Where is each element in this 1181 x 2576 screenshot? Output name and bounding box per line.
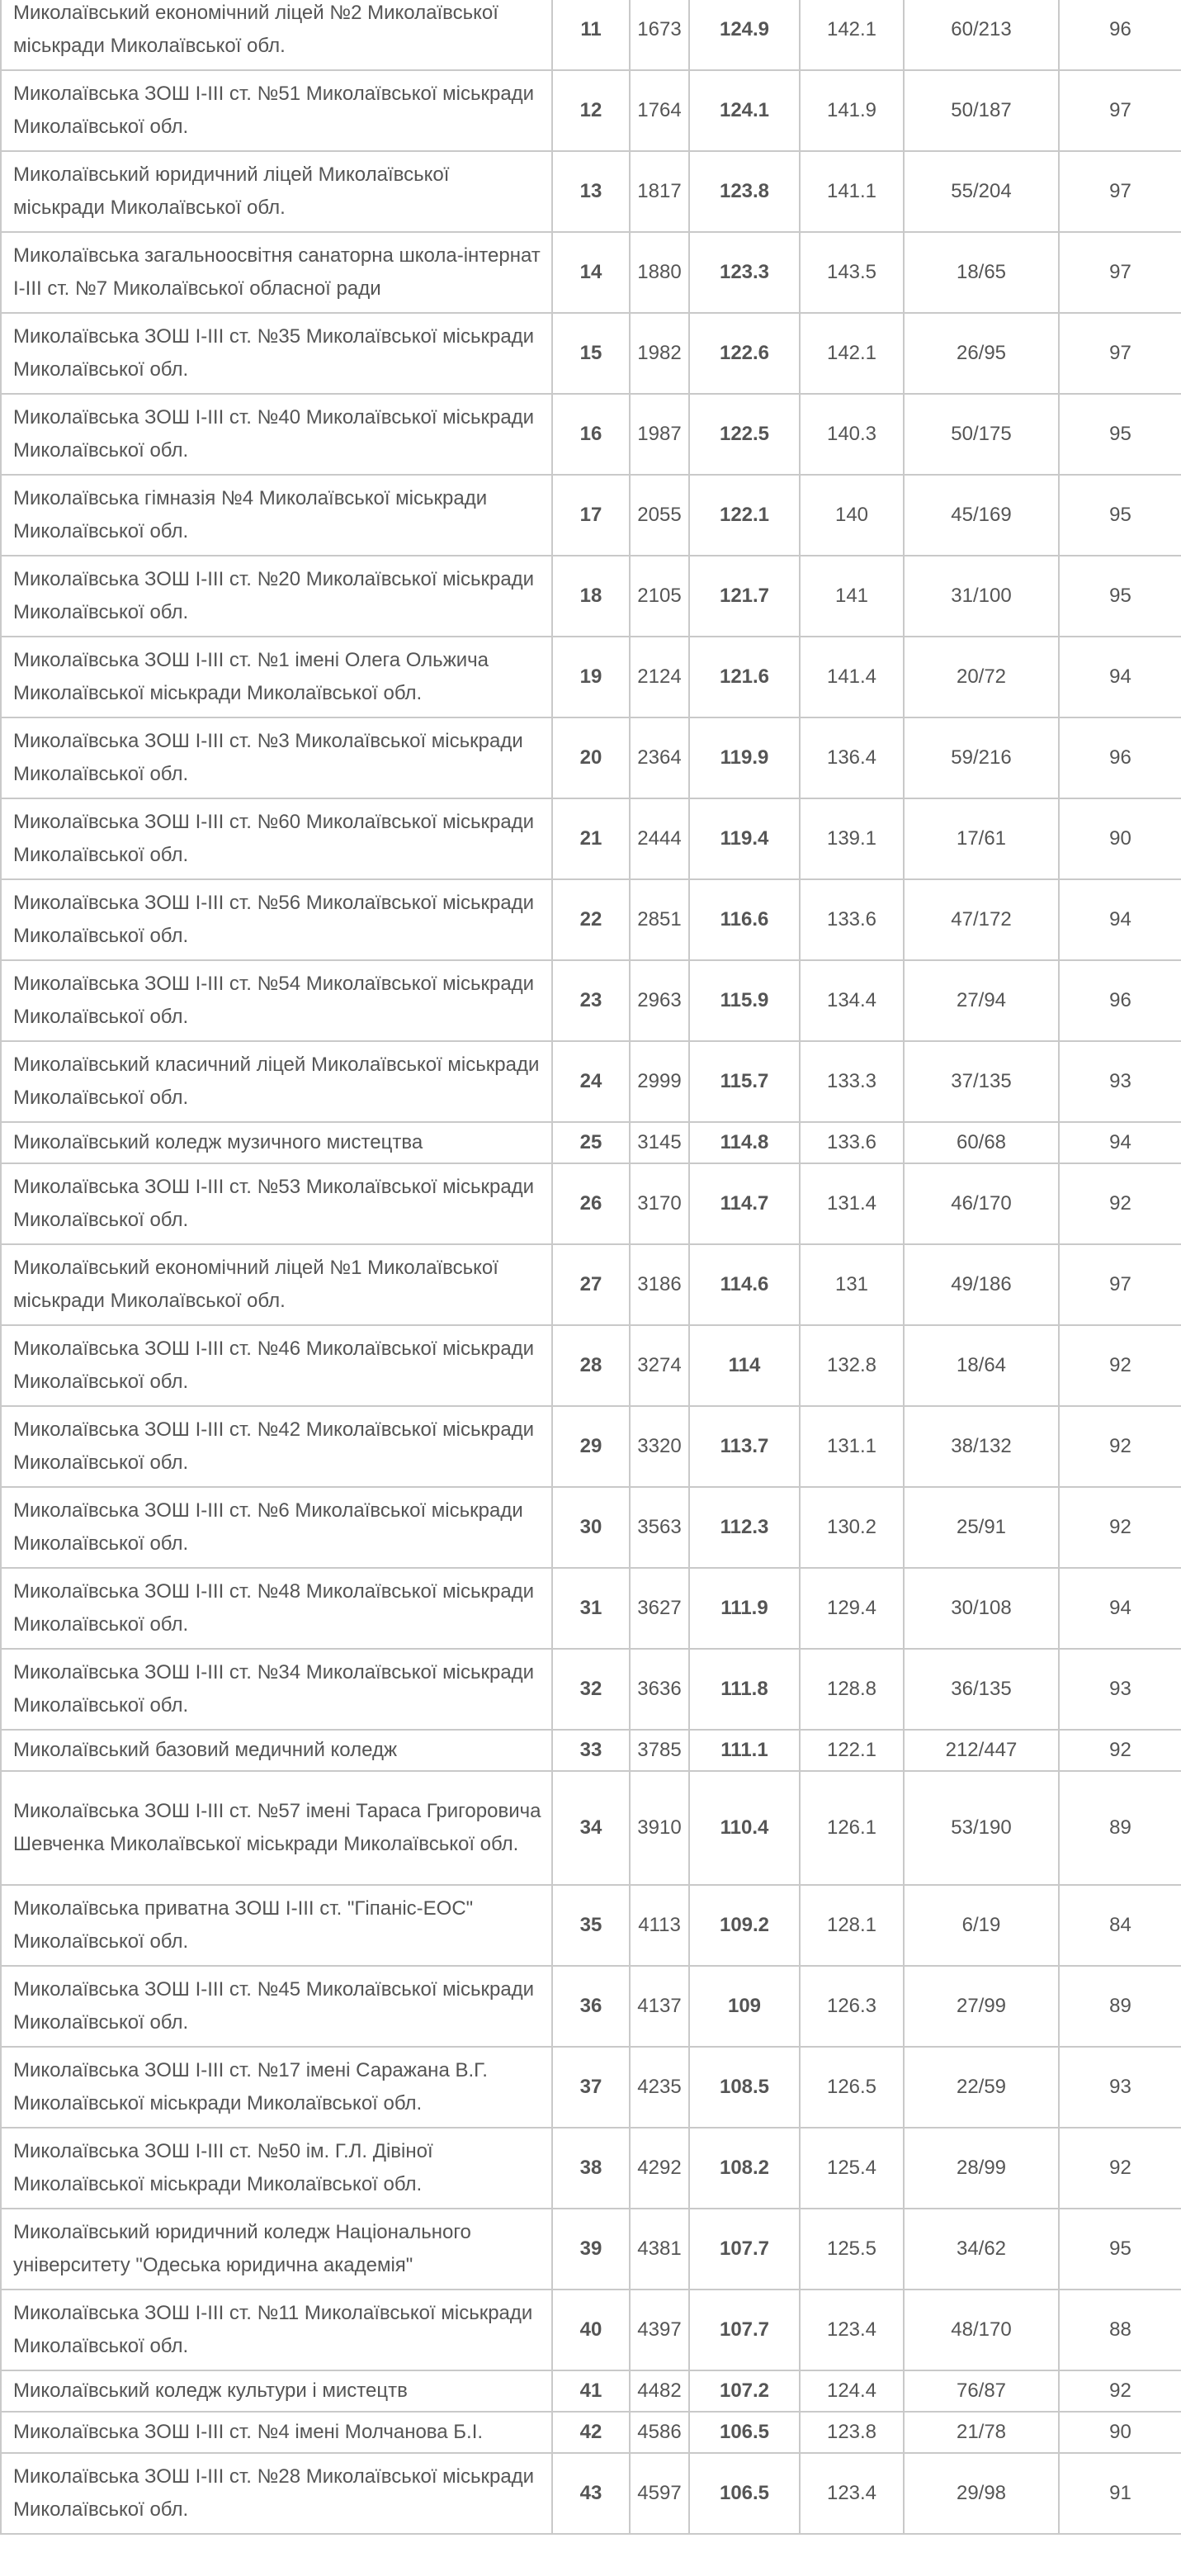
percent-cell: 84 (1059, 1885, 1181, 1966)
average-cell: 123.4 (800, 2453, 904, 2534)
table-row (1, 394, 1181, 475)
table-row (1, 1885, 1181, 1966)
table-row (1, 1649, 1181, 1730)
rank-cell: 16 (552, 394, 630, 475)
percent-cell: 94 (1059, 879, 1181, 960)
code-cell: 3563 (630, 1487, 689, 1568)
code-cell: 1982 (630, 313, 689, 394)
average-cell: 133.6 (800, 1122, 904, 1163)
code-cell: 2105 (630, 556, 689, 637)
code-cell: 4482 (630, 2370, 689, 2412)
table-row (1, 1244, 1181, 1325)
table-row (1, 70, 1181, 151)
code-cell: 3274 (630, 1325, 689, 1406)
average-cell: 141.1 (800, 151, 904, 232)
table-row (1, 1771, 1181, 1885)
school-name-cell: Миколаївський юридичний ліцей Миколаївської міськради Миколаївської обл. (1, 151, 552, 232)
code-cell: 3320 (630, 1406, 689, 1487)
table-row (1, 960, 1181, 1041)
score-cell: 106.5 (689, 2412, 800, 2453)
ratio-cell: 34/62 (904, 2209, 1059, 2290)
percent-cell: 92 (1059, 1730, 1181, 1771)
percent-cell: 94 (1059, 1122, 1181, 1163)
rank-cell: 28 (552, 1325, 630, 1406)
ratio-cell: 20/72 (904, 637, 1059, 717)
code-cell: 3170 (630, 1163, 689, 1244)
average-cell: 131.4 (800, 1163, 904, 1244)
score-cell: 110.4 (689, 1771, 800, 1885)
score-cell: 113.7 (689, 1406, 800, 1487)
rank-cell: 33 (552, 1730, 630, 1771)
percent-cell: 97 (1059, 232, 1181, 313)
ratio-cell: 55/204 (904, 151, 1059, 232)
ratio-cell: 22/59 (904, 2047, 1059, 2128)
percent-cell: 90 (1059, 2412, 1181, 2453)
ratio-cell: 46/170 (904, 1163, 1059, 1244)
ratio-cell: 50/187 (904, 70, 1059, 151)
table-row (1, 475, 1181, 556)
score-cell: 119.4 (689, 798, 800, 879)
percent-cell: 92 (1059, 1325, 1181, 1406)
table-row (1, 2453, 1181, 2534)
score-cell: 116.6 (689, 879, 800, 960)
code-cell: 2055 (630, 475, 689, 556)
percent-cell: 95 (1059, 2209, 1181, 2290)
average-cell: 126.5 (800, 2047, 904, 2128)
rank-cell: 11 (552, 0, 630, 70)
ratio-cell: 27/99 (904, 1966, 1059, 2047)
school-name-cell: Миколаївська ЗОШ І-ІІІ ст. №57 імені Тараса Григоровича Шевченка Миколаївської міськради Миколаївської обл. (1, 1771, 552, 1885)
percent-cell: 92 (1059, 1406, 1181, 1487)
school-name-cell: Миколаївська ЗОШ І-ІІІ ст. №48 Миколаївської міськради Миколаївської обл. (1, 1568, 552, 1649)
school-name-cell: Миколаївська ЗОШ І-ІІІ ст. №35 Миколаївської міськради Миколаївської обл. (1, 313, 552, 394)
average-cell: 123.8 (800, 2412, 904, 2453)
average-cell: 124.4 (800, 2370, 904, 2412)
average-cell: 125.4 (800, 2128, 904, 2209)
code-cell: 3636 (630, 1649, 689, 1730)
score-cell: 115.7 (689, 1041, 800, 1122)
percent-cell: 97 (1059, 151, 1181, 232)
average-cell: 132.8 (800, 1325, 904, 1406)
code-cell: 4235 (630, 2047, 689, 2128)
score-cell: 109.2 (689, 1885, 800, 1966)
table-row (1, 1325, 1181, 1406)
rank-cell: 32 (552, 1649, 630, 1730)
percent-cell: 93 (1059, 1649, 1181, 1730)
rank-cell: 19 (552, 637, 630, 717)
school-name-cell: Миколаївський коледж музичного мистецтва (1, 1122, 552, 1163)
ratio-cell: 6/19 (904, 1885, 1059, 1966)
school-name-cell: Миколаївська ЗОШ І-ІІІ ст. №17 імені Саражана В.Г. Миколаївської міськради Миколаївської обл. (1, 2047, 552, 2128)
code-cell: 1764 (630, 70, 689, 151)
percent-cell: 93 (1059, 1041, 1181, 1122)
code-cell: 1673 (630, 0, 689, 70)
school-name-cell: Миколаївська ЗОШ І-ІІІ ст. №40 Миколаївської міськради Миколаївської обл. (1, 394, 552, 475)
score-cell: 124.1 (689, 70, 800, 151)
code-cell: 4292 (630, 2128, 689, 2209)
rank-cell: 15 (552, 313, 630, 394)
ranking-table-body (1, 0, 1181, 2534)
school-name-cell: Миколаївська ЗОШ І-ІІІ ст. №45 Миколаївської міськради Миколаївської обл. (1, 1966, 552, 2047)
table-row (1, 1730, 1181, 1771)
score-cell: 107.2 (689, 2370, 800, 2412)
ratio-cell: 18/64 (904, 1325, 1059, 1406)
code-cell: 4397 (630, 2290, 689, 2370)
average-cell: 142.1 (800, 313, 904, 394)
percent-cell: 90 (1059, 798, 1181, 879)
percent-cell: 92 (1059, 2128, 1181, 2209)
school-name-cell: Миколаївська ЗОШ І-ІІІ ст. №46 Миколаївської міськради Миколаївської обл. (1, 1325, 552, 1406)
table-row (1, 2047, 1181, 2128)
table-row (1, 1122, 1181, 1163)
rank-cell: 31 (552, 1568, 630, 1649)
score-cell: 124.9 (689, 0, 800, 70)
average-cell: 128.8 (800, 1649, 904, 1730)
rank-cell: 14 (552, 232, 630, 313)
ratio-cell: 60/213 (904, 0, 1059, 70)
average-cell: 131 (800, 1244, 904, 1325)
code-cell: 1987 (630, 394, 689, 475)
code-cell: 3186 (630, 1244, 689, 1325)
school-name-cell: Миколаївська приватна ЗОШ І-ІІІ ст. "Гіпаніс-ЕОС" Миколаївської обл. (1, 1885, 552, 1966)
score-cell: 111.9 (689, 1568, 800, 1649)
table-row (1, 2370, 1181, 2412)
school-name-cell: Миколаївська ЗОШ І-ІІІ ст. №54 Миколаївської міськради Миколаївської обл. (1, 960, 552, 1041)
score-cell: 112.3 (689, 1487, 800, 1568)
school-name-cell: Миколаївський економічний ліцей №1 Миколаївської міськради Миколаївської обл. (1, 1244, 552, 1325)
table-row (1, 717, 1181, 798)
table-row (1, 2128, 1181, 2209)
percent-cell: 95 (1059, 475, 1181, 556)
code-cell: 3145 (630, 1122, 689, 1163)
table-row (1, 798, 1181, 879)
rank-cell: 13 (552, 151, 630, 232)
table-row (1, 879, 1181, 960)
rank-cell: 21 (552, 798, 630, 879)
score-cell: 115.9 (689, 960, 800, 1041)
school-name-cell: Миколаївський економічний ліцей №2 Миколаївської міськради Миколаївської обл. (1, 0, 552, 70)
percent-cell: 94 (1059, 637, 1181, 717)
table-row (1, 637, 1181, 717)
ratio-cell: 212/447 (904, 1730, 1059, 1771)
score-cell: 119.9 (689, 717, 800, 798)
percent-cell: 97 (1059, 70, 1181, 151)
school-name-cell: Миколаївська ЗОШ І-ІІІ ст. №1 імені Олега Ольжича Миколаївської міськради Миколаївської обл. (1, 637, 552, 717)
average-cell: 134.4 (800, 960, 904, 1041)
score-cell: 107.7 (689, 2209, 800, 2290)
code-cell: 2364 (630, 717, 689, 798)
percent-cell: 94 (1059, 1568, 1181, 1649)
average-cell: 133.6 (800, 879, 904, 960)
percent-cell: 92 (1059, 2370, 1181, 2412)
code-cell: 4137 (630, 1966, 689, 2047)
school-name-cell: Миколаївська ЗОШ І-ІІІ ст. №50 ім. Г.Л. Дівіної Миколаївської міськради Миколаївської обл. (1, 2128, 552, 2209)
percent-cell: 95 (1059, 556, 1181, 637)
school-name-cell: Миколаївський класичний ліцей Миколаївської міськради Миколаївської обл. (1, 1041, 552, 1122)
school-name-cell: Миколаївська ЗОШ І-ІІІ ст. №3 Миколаївської міськради Миколаївської обл. (1, 717, 552, 798)
code-cell: 2963 (630, 960, 689, 1041)
school-name-cell: Миколаївська ЗОШ І-ІІІ ст. №11 Миколаївської міськради Миколаївської обл. (1, 2290, 552, 2370)
code-cell: 4113 (630, 1885, 689, 1966)
ratio-cell: 36/135 (904, 1649, 1059, 1730)
ratio-cell: 25/91 (904, 1487, 1059, 1568)
rank-cell: 37 (552, 2047, 630, 2128)
rank-cell: 36 (552, 1966, 630, 2047)
table-row (1, 0, 1181, 70)
average-cell: 125.5 (800, 2209, 904, 2290)
ratio-cell: 28/99 (904, 2128, 1059, 2209)
score-cell: 111.8 (689, 1649, 800, 1730)
score-cell: 123.8 (689, 151, 800, 232)
code-cell: 1880 (630, 232, 689, 313)
score-cell: 108.5 (689, 2047, 800, 2128)
school-name-cell: Миколаївський юридичний коледж Національного університету "Одеська юридична академія" (1, 2209, 552, 2290)
percent-cell: 92 (1059, 1487, 1181, 1568)
average-cell: 123.4 (800, 2290, 904, 2370)
rank-cell: 23 (552, 960, 630, 1041)
rank-cell: 25 (552, 1122, 630, 1163)
score-cell: 106.5 (689, 2453, 800, 2534)
percent-cell: 88 (1059, 2290, 1181, 2370)
code-cell: 2851 (630, 879, 689, 960)
ratio-cell: 76/87 (904, 2370, 1059, 2412)
ratio-cell: 21/78 (904, 2412, 1059, 2453)
score-cell: 114 (689, 1325, 800, 1406)
ratio-cell: 59/216 (904, 717, 1059, 798)
average-cell: 140.3 (800, 394, 904, 475)
table-row (1, 313, 1181, 394)
rank-cell: 35 (552, 1885, 630, 1966)
score-cell: 114.7 (689, 1163, 800, 1244)
code-cell: 2444 (630, 798, 689, 879)
average-cell: 136.4 (800, 717, 904, 798)
table-row (1, 232, 1181, 313)
average-cell: 140 (800, 475, 904, 556)
rank-cell: 38 (552, 2128, 630, 2209)
code-cell: 4586 (630, 2412, 689, 2453)
percent-cell: 92 (1059, 1163, 1181, 1244)
table-row (1, 1966, 1181, 2047)
score-cell: 107.7 (689, 2290, 800, 2370)
score-cell: 114.8 (689, 1122, 800, 1163)
average-cell: 142.1 (800, 0, 904, 70)
ratio-cell: 53/190 (904, 1771, 1059, 1885)
school-name-cell: Миколаївська ЗОШ І-ІІІ ст. №28 Миколаївської міськради Миколаївської обл. (1, 2453, 552, 2534)
average-cell: 143.5 (800, 232, 904, 313)
code-cell: 4381 (630, 2209, 689, 2290)
rank-cell: 29 (552, 1406, 630, 1487)
ratio-cell: 30/108 (904, 1568, 1059, 1649)
school-name-cell: Миколаївська загальноосвітня санаторна школа-інтернат І-ІІІ ст. №7 Миколаївської обласної ради (1, 232, 552, 313)
rank-cell: 17 (552, 475, 630, 556)
table-row (1, 1041, 1181, 1122)
ratio-cell: 26/95 (904, 313, 1059, 394)
average-cell: 139.1 (800, 798, 904, 879)
ratio-cell: 45/169 (904, 475, 1059, 556)
ratio-cell: 47/172 (904, 879, 1059, 960)
average-cell: 126.3 (800, 1966, 904, 2047)
score-cell: 109 (689, 1966, 800, 2047)
school-name-cell: Миколаївська ЗОШ І-ІІІ ст. №56 Миколаївської міськради Миколаївської обл. (1, 879, 552, 960)
ratio-cell: 38/132 (904, 1406, 1059, 1487)
rank-cell: 27 (552, 1244, 630, 1325)
percent-cell: 96 (1059, 960, 1181, 1041)
rank-cell: 34 (552, 1771, 630, 1885)
code-cell: 1817 (630, 151, 689, 232)
rank-cell: 42 (552, 2412, 630, 2453)
code-cell: 3910 (630, 1771, 689, 1885)
score-cell: 121.7 (689, 556, 800, 637)
school-name-cell: Миколаївська ЗОШ І-ІІІ ст. №53 Миколаївської міськради Миколаївської обл. (1, 1163, 552, 1244)
code-cell: 3627 (630, 1568, 689, 1649)
rank-cell: 24 (552, 1041, 630, 1122)
ratio-cell: 27/94 (904, 960, 1059, 1041)
average-cell: 141.9 (800, 70, 904, 151)
score-cell: 122.6 (689, 313, 800, 394)
ratio-cell: 29/98 (904, 2453, 1059, 2534)
rank-cell: 26 (552, 1163, 630, 1244)
average-cell: 128.1 (800, 1885, 904, 1966)
school-name-cell: Миколаївська ЗОШ І-ІІІ ст. №34 Миколаївської міськради Миколаївської обл. (1, 1649, 552, 1730)
code-cell: 4597 (630, 2453, 689, 2534)
table-row (1, 151, 1181, 232)
table-row (1, 2412, 1181, 2453)
average-cell: 129.4 (800, 1568, 904, 1649)
ratio-cell: 18/65 (904, 232, 1059, 313)
table-row (1, 556, 1181, 637)
average-cell: 133.3 (800, 1041, 904, 1122)
code-cell: 2124 (630, 637, 689, 717)
score-cell: 108.2 (689, 2128, 800, 2209)
average-cell: 122.1 (800, 1730, 904, 1771)
school-name-cell: Миколаївська ЗОШ І-ІІІ ст. №6 Миколаївської міськради Миколаївської обл. (1, 1487, 552, 1568)
ratio-cell: 50/175 (904, 394, 1059, 475)
average-cell: 141.4 (800, 637, 904, 717)
ratio-cell: 37/135 (904, 1041, 1059, 1122)
school-name-cell: Миколаївська ЗОШ І-ІІІ ст. №60 Миколаївської міськради Миколаївської обл. (1, 798, 552, 879)
percent-cell: 89 (1059, 1771, 1181, 1885)
percent-cell: 93 (1059, 2047, 1181, 2128)
table-row (1, 1163, 1181, 1244)
rank-cell: 18 (552, 556, 630, 637)
school-name-cell: Миколаївська ЗОШ І-ІІІ ст. №42 Миколаївської міськради Миколаївської обл. (1, 1406, 552, 1487)
school-name-cell: Миколаївська ЗОШ І-ІІІ ст. №4 імені Молчанова Б.І. (1, 2412, 552, 2453)
average-cell: 141 (800, 556, 904, 637)
percent-cell: 97 (1059, 1244, 1181, 1325)
rank-cell: 30 (552, 1487, 630, 1568)
rank-cell: 41 (552, 2370, 630, 2412)
table-row (1, 2209, 1181, 2290)
percent-cell: 89 (1059, 1966, 1181, 2047)
percent-cell: 96 (1059, 0, 1181, 70)
score-cell: 122.5 (689, 394, 800, 475)
average-cell: 130.2 (800, 1487, 904, 1568)
rank-cell: 20 (552, 717, 630, 798)
score-cell: 114.6 (689, 1244, 800, 1325)
percent-cell: 96 (1059, 717, 1181, 798)
rank-cell: 40 (552, 2290, 630, 2370)
score-cell: 123.3 (689, 232, 800, 313)
score-cell: 121.6 (689, 637, 800, 717)
average-cell: 131.1 (800, 1406, 904, 1487)
code-cell: 2999 (630, 1041, 689, 1122)
percent-cell: 97 (1059, 313, 1181, 394)
rank-cell: 12 (552, 70, 630, 151)
school-name-cell: Миколаївська ЗОШ І-ІІІ ст. №20 Миколаївської міськради Миколаївської обл. (1, 556, 552, 637)
table-row (1, 1487, 1181, 1568)
code-cell: 3785 (630, 1730, 689, 1771)
school-name-cell: Миколаївський коледж культури і мистецтв (1, 2370, 552, 2412)
ratio-cell: 49/186 (904, 1244, 1059, 1325)
rank-cell: 22 (552, 879, 630, 960)
percent-cell: 95 (1059, 394, 1181, 475)
table-row (1, 1406, 1181, 1487)
school-name-cell: Миколаївська ЗОШ І-ІІІ ст. №51 Миколаївської міськради Миколаївської обл. (1, 70, 552, 151)
rank-cell: 43 (552, 2453, 630, 2534)
percent-cell: 91 (1059, 2453, 1181, 2534)
table-row (1, 1568, 1181, 1649)
rank-cell: 39 (552, 2209, 630, 2290)
ratio-cell: 48/170 (904, 2290, 1059, 2370)
school-name-cell: Миколаївський базовий медичний коледж (1, 1730, 552, 1771)
score-cell: 111.1 (689, 1730, 800, 1771)
score-cell: 122.1 (689, 475, 800, 556)
ratio-cell: 17/61 (904, 798, 1059, 879)
table-row (1, 2290, 1181, 2370)
ratio-cell: 31/100 (904, 556, 1059, 637)
average-cell: 126.1 (800, 1771, 904, 1885)
school-name-cell: Миколаївська гімназія №4 Миколаївської міськради Миколаївської обл. (1, 475, 552, 556)
ratio-cell: 60/68 (904, 1122, 1059, 1163)
